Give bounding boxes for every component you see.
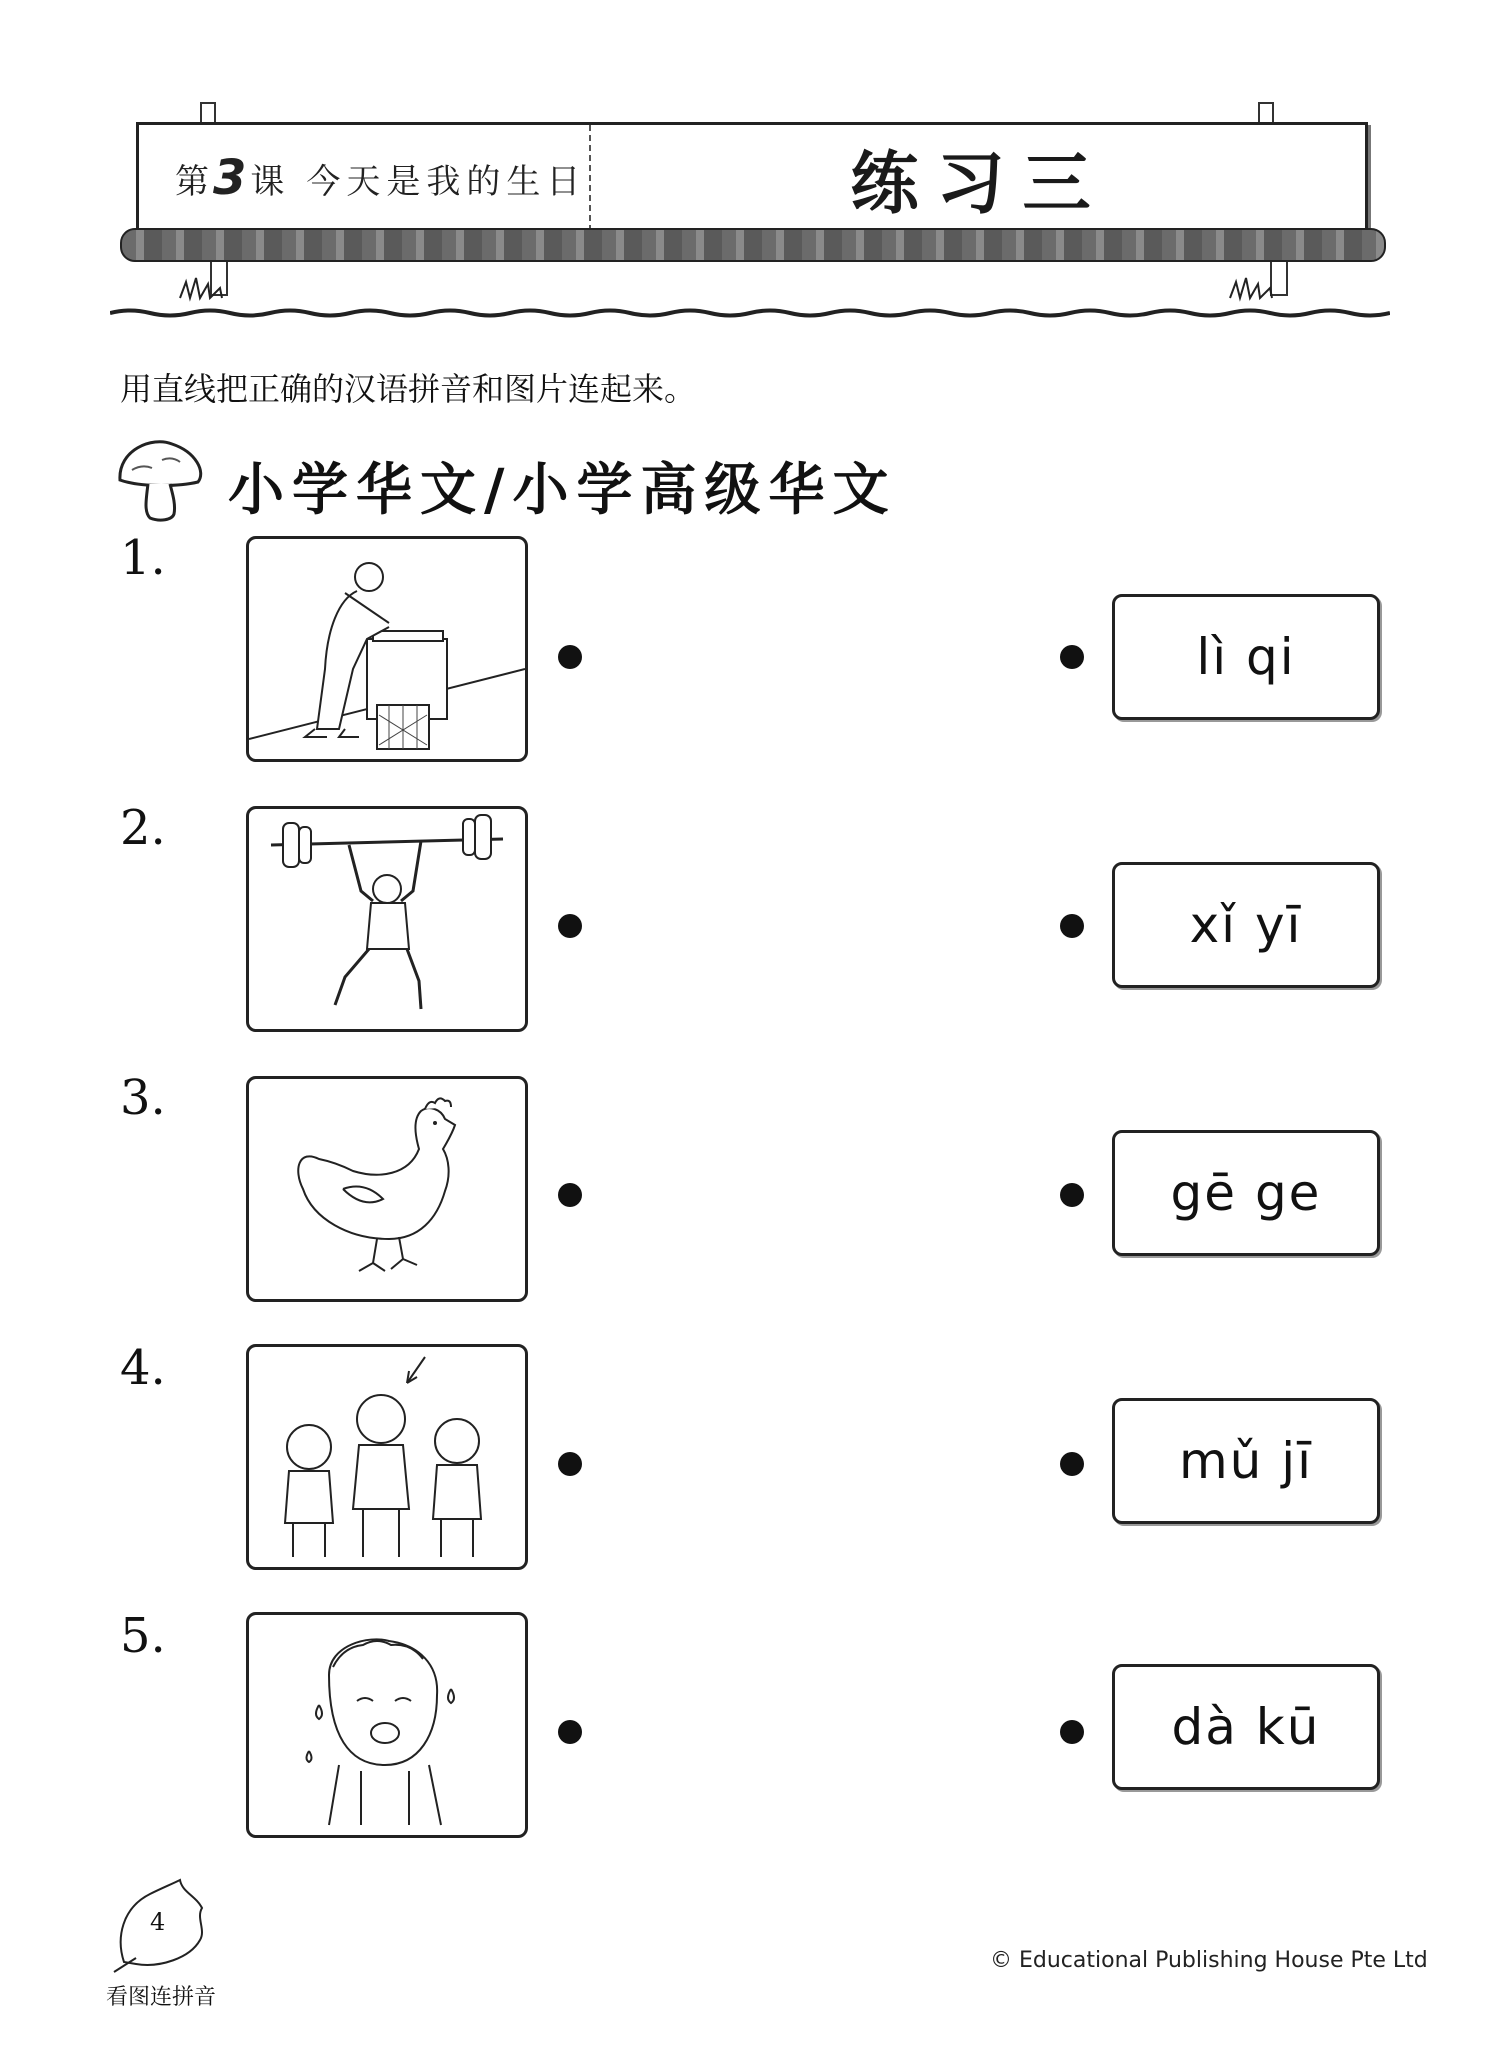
woman-washing-icon: [249, 539, 525, 759]
pinyin-connect-dot[interactable]: [1060, 914, 1084, 938]
copyright-notice: © Educational Publishing House Pte Ltd: [990, 1948, 1428, 1973]
lesson-title: 今天是我的生日: [306, 161, 587, 202]
pinyin-connect-dot[interactable]: [1060, 1720, 1084, 1744]
pinyin-option[interactable]: gē ge: [1112, 1130, 1380, 1256]
pinyin-connect-dot[interactable]: [1060, 1452, 1084, 1476]
question-number: 4.: [120, 1340, 166, 1396]
footer-caption: 看图连拼音: [106, 1985, 217, 2010]
picture-child-crying: [246, 1612, 528, 1838]
pinyin-option[interactable]: mǔ jī: [1112, 1398, 1380, 1524]
pinyin-connect-dot[interactable]: [1060, 1183, 1084, 1207]
picture-three-boys: [246, 1344, 528, 1570]
picture-hen: [246, 1076, 528, 1302]
exercise-title: 练习三: [850, 144, 1109, 224]
crying-child-icon: [249, 1615, 525, 1835]
three-boys-icon: [249, 1347, 525, 1567]
lesson-label: [139, 125, 591, 231]
picture-connect-dot[interactable]: [558, 1452, 582, 1476]
pinyin-option[interactable]: dà kū: [1112, 1664, 1380, 1790]
question-number: 2.: [120, 800, 166, 856]
weightlifter-icon: [249, 809, 525, 1029]
lesson-number: 3: [213, 150, 247, 206]
pinyin-option[interactable]: xǐ yī: [1112, 862, 1380, 988]
picture-woman-washing-laundry: [246, 536, 528, 762]
lesson-prefix: 第: [175, 161, 209, 202]
picture-connect-dot[interactable]: [558, 1720, 582, 1744]
question-number: 5.: [120, 1608, 166, 1664]
picture-connect-dot[interactable]: [558, 914, 582, 938]
lesson-suffix: 课: [250, 161, 285, 202]
sign-log: [120, 228, 1386, 262]
page-number: 4: [150, 1908, 166, 1936]
pinyin-option[interactable]: lì qi: [1112, 594, 1380, 720]
instruction-text: 用直线把正确的汉语拼音和图片连起来。: [120, 370, 697, 408]
picture-man-lifting-barbell: [246, 806, 528, 1032]
section-title: 小学华文/小学高级华文: [228, 458, 897, 523]
question-number: 3.: [120, 1070, 166, 1126]
picture-connect-dot[interactable]: [558, 645, 582, 669]
sign-board: [136, 122, 1368, 234]
ground-line: [110, 270, 1390, 320]
question-number: 1.: [120, 530, 166, 586]
hen-icon: [249, 1079, 525, 1299]
header-sign: [0, 0, 1497, 330]
mushroom-icon: [112, 430, 208, 526]
pinyin-connect-dot[interactable]: [1060, 645, 1084, 669]
picture-connect-dot[interactable]: [558, 1183, 582, 1207]
